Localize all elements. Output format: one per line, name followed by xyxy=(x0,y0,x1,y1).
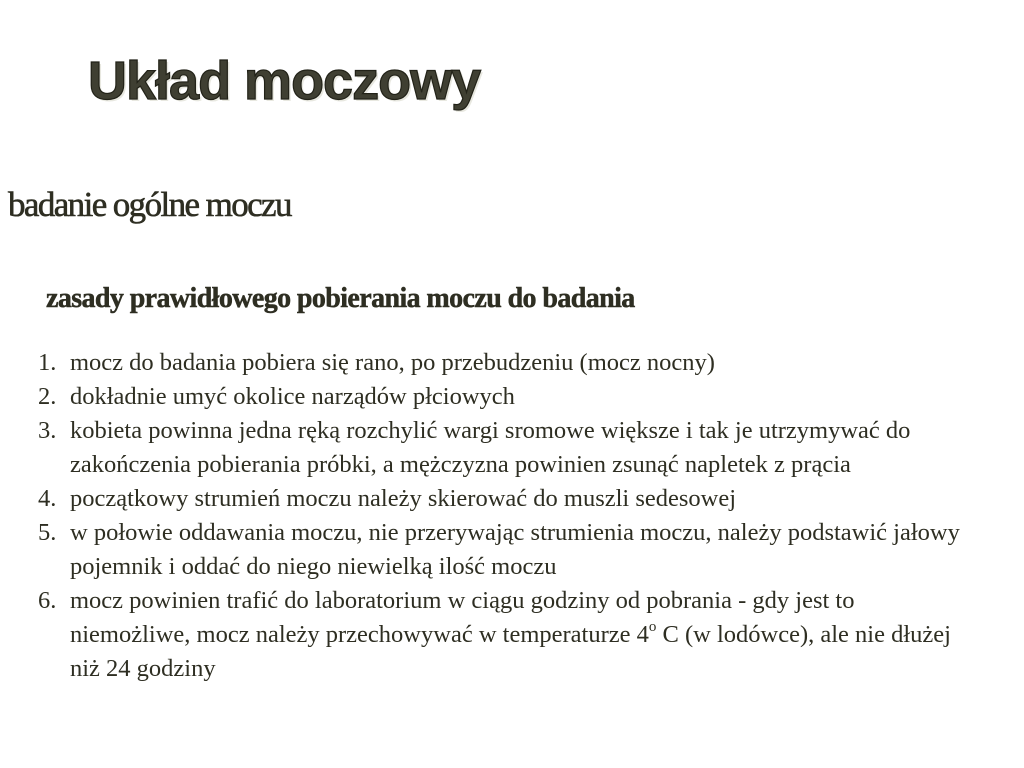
slide-title: Układ moczowy xyxy=(88,51,481,111)
list-item-number: 5. xyxy=(38,519,57,546)
list-item-number: 6. xyxy=(38,587,57,614)
slide-subtitle: badanie ogólne moczu xyxy=(8,185,291,224)
list-item-text: początkowy strumień moczu należy skierować do muszli sedesowej xyxy=(70,485,737,512)
list-item-text: dokładnie umyć okolice narządów płciowych xyxy=(70,383,515,410)
list-item-text-continued: C (w lodówce), ale nie dłużej niż 24 godziny xyxy=(70,621,951,682)
list-item xyxy=(38,584,968,686)
list-item-number: 1. xyxy=(38,349,57,376)
rules-heading: zasady prawidłowego pobierania moczu do badania xyxy=(46,283,635,314)
list-item-number: 3. xyxy=(38,417,57,444)
degree-superscript: o xyxy=(648,618,657,635)
list-item xyxy=(38,346,968,380)
list-item xyxy=(38,482,968,516)
list-item-text: kobieta powinna jedna ręką rozchylić wargi sromowe większe i tak je utrzymywać do zakończenia pobierania próbki, a mężczyzna powinien zsunąć napletek z prącia xyxy=(70,417,911,478)
list-item xyxy=(38,414,968,482)
list-item-number: 4. xyxy=(38,485,57,512)
list-item-number: 2. xyxy=(38,383,57,410)
list-item-text: w połowie oddawania moczu, nie przerywając strumienia moczu, należy podstawić jałowy pojemnik i oddać do niego niewielką ilość moczu xyxy=(70,519,960,580)
list-item-text: mocz powinien trafić do laboratorium w ciągu godziny od pobrania - gdy jest to niemożliwe, mocz należy przechowywać w temperaturze 4 xyxy=(70,587,855,648)
list-item-text: mocz do badania pobiera się rano, po przebudzeniu (mocz nocny) xyxy=(70,349,715,376)
list-item xyxy=(38,380,968,414)
rules-list xyxy=(38,346,968,686)
list-item xyxy=(38,516,968,584)
